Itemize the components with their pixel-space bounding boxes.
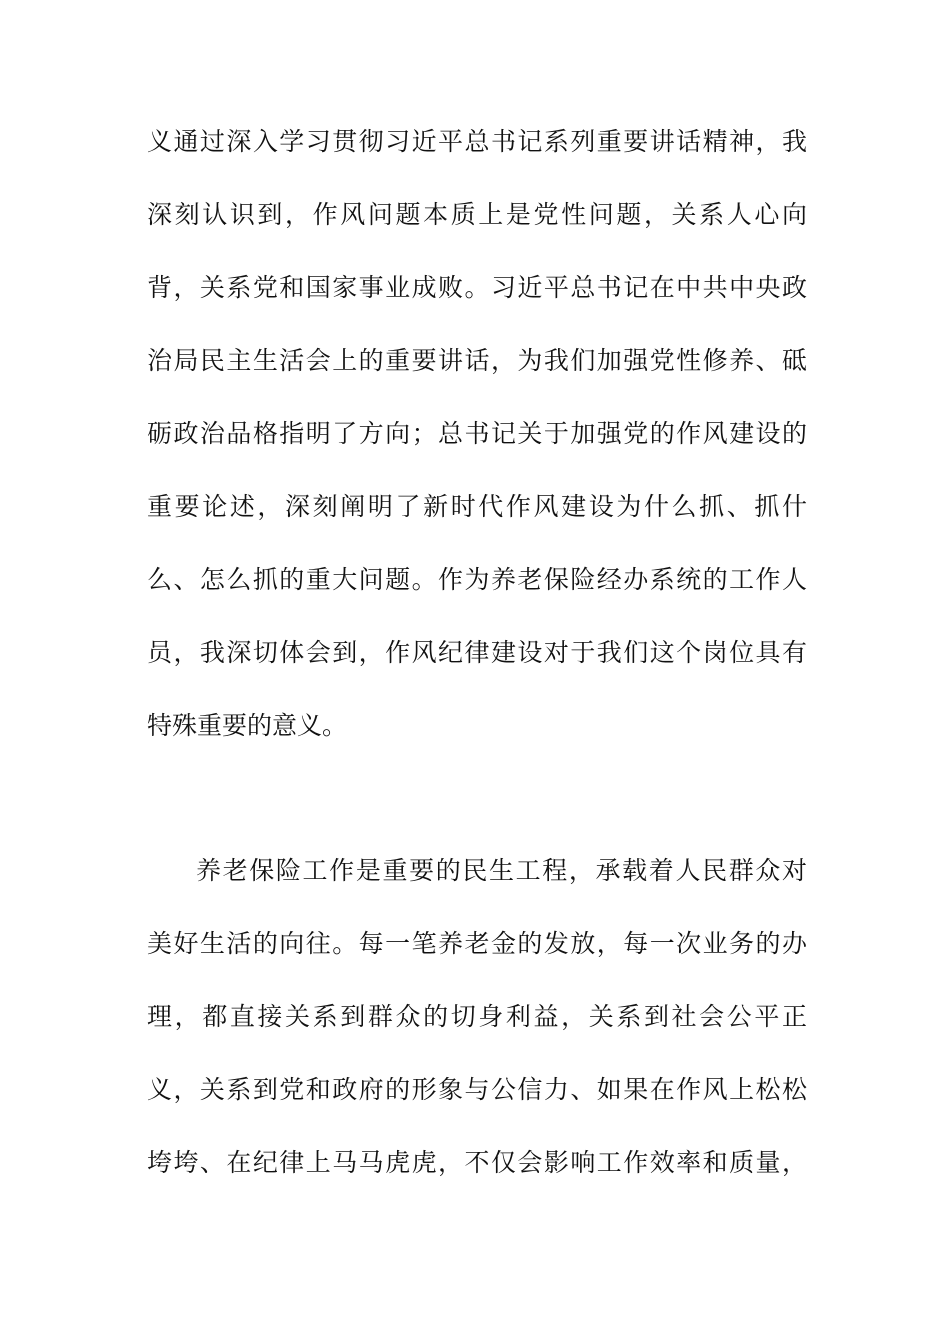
paragraph-line: 义，关系到党和政府的形象与公信力、如果在作风上松松 xyxy=(147,1075,807,1104)
paragraph-line: 美好生活的向往。每一笔养老金的发放，每一次业务的办 xyxy=(147,929,807,958)
paragraph-line: 员，我深切体会到，作风纪律建设对于我们这个岗位具有 xyxy=(147,638,807,667)
paragraph-line: 垮垮、在纪律上马马虎虎，不仅会影响工作效率和质量， xyxy=(147,1148,807,1177)
paragraph-line: 理，都直接关系到群众的切身利益，关系到社会公平正 xyxy=(147,1002,807,1031)
paragraph-line: 特殊重要的意义。 xyxy=(147,711,348,740)
paragraph-line: 养老保险工作是重要的民生工程，承载着人民群众对 xyxy=(196,856,807,885)
paragraph-line: 么、怎么抓的重大问题。作为养老保险经办系统的工作人 xyxy=(147,565,807,594)
paragraph-line: 背，关系党和国家事业成败。习近平总书记在中共中央政 xyxy=(147,273,807,302)
paragraph-line: 义通过深入学习贯彻习近平总书记系列重要讲话精神，我 xyxy=(147,127,807,156)
paragraph-line: 治局民主生活会上的重要讲话，为我们加强党性修养、砥 xyxy=(147,346,807,375)
paragraph-line: 重要论述，深刻阐明了新时代作风建设为什么抓、抓什 xyxy=(147,492,807,521)
paragraph-line: 砺政治品格指明了方向；总书记关于加强党的作风建设的 xyxy=(147,419,807,448)
paragraph-line: 深刻认识到，作风问题本质上是党性问题，关系人心向 xyxy=(147,200,807,229)
